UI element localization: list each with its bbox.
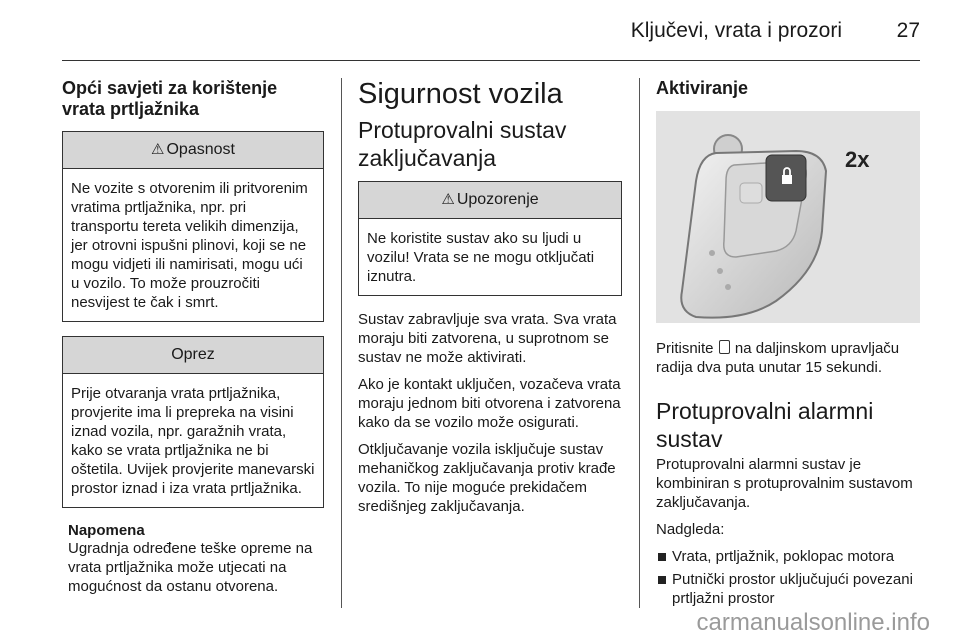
danger-text: Ne vozite s otvorenim ili pritvorenim vratima prtljažnika, npr. pri transportu tereta velikih dimenzija, jer otrovni ispušni plinovi, koji se ne mogu vidjeti ili namirisati, mogu ući u vozilo. To može prouzročiti nesvijest te čak i smrt. bbox=[71, 180, 308, 311]
column-divider bbox=[639, 78, 640, 608]
page-header bbox=[0, 0, 960, 62]
note-text: Ugradnja određene teške opreme na vrata prtljažnika može utjecati na mogućnost da ostanu otvorena. bbox=[68, 540, 313, 595]
warning-box bbox=[358, 181, 622, 296]
caution-box-header: Oprez bbox=[63, 337, 323, 374]
header-divider bbox=[62, 60, 920, 61]
lock-icon bbox=[719, 340, 730, 354]
warning-triangle-icon: ⚠ bbox=[151, 141, 165, 158]
press-text-before: Pritisnite bbox=[656, 340, 714, 357]
press-text-after: na daljinskom upravljaču radija dva puta unutar 15 sekundi. bbox=[656, 340, 900, 376]
monitored-list bbox=[656, 547, 920, 608]
column-divider bbox=[341, 78, 342, 608]
warning-triangle-icon: ⚠ bbox=[441, 191, 455, 208]
warning-box-header bbox=[359, 182, 621, 219]
paragraph: Ako je kontakt uključen, vozačeva vrata moraju jednom biti otvorena i zatvorena kako da se vozilo može osigurati. bbox=[358, 376, 621, 431]
watermark: carmanualsonline.info bbox=[696, 609, 930, 636]
column-right bbox=[656, 78, 920, 612]
section-subtitle: Protuprovalni sustav zaključavanja bbox=[358, 117, 567, 171]
list-item: Putnički prostor uključujući povezani prtljažni prostor bbox=[656, 570, 920, 608]
monitor-label: Nadgleda: bbox=[656, 521, 725, 538]
list-item: Vrata, prtljažnik, poklopac motora bbox=[656, 547, 920, 566]
warning-title: Upozorenje bbox=[456, 191, 539, 208]
alarm-text: Protuprovalni alarmni sustav je kombiniran s protuprovalnim sustavom zaključavanja. bbox=[656, 456, 913, 511]
key-fob-illustration bbox=[656, 111, 920, 323]
danger-box bbox=[62, 131, 324, 322]
warning-text: Ne koristite sustav ako su ljudi u vozilu! Vrata se ne mogu otključati iznutra. bbox=[367, 230, 595, 285]
section-title: Sigurnost vozila bbox=[358, 78, 563, 110]
header-title: Ključevi, vrata i prozori bbox=[630, 19, 842, 42]
column-middle bbox=[358, 78, 622, 524]
section-heading: Aktiviranje bbox=[656, 78, 749, 98]
section-heading: Opći savjeti za korištenje vrata prtljažnika bbox=[62, 78, 278, 119]
note-title: Napomena bbox=[68, 522, 145, 539]
car-key-fob-icon bbox=[656, 111, 920, 323]
page-number: 27 bbox=[896, 19, 920, 42]
paragraph: Sustav zabravljuje sva vrata. Sva vrata moraju biti zatvorena, u suprotnom se sustav ne može aktivirati. bbox=[358, 311, 617, 366]
alarm-section-title: Protuprovalni alarmni sustav bbox=[656, 398, 874, 452]
caution-box bbox=[62, 336, 324, 508]
press-count-label: 2x bbox=[845, 147, 870, 172]
press-instruction bbox=[656, 339, 920, 377]
caution-text: Prije otvaranja vrata prtljažnika, provjerite ima li prepreka na visini iznad vozila, npr. garažnih vrata, kako se vrata prtljažnika ne bi oštetila. Uvijek provjerite manevarski prostor iznad i iza vrata prtljažnika. bbox=[71, 385, 315, 497]
paragraph: Otključavanje vozila isključuje sustav mehaničkog zaključavanja protiv krađe vozila. To nije moguće prekidačem središnjeg zaključavanja. bbox=[358, 441, 616, 515]
column-left bbox=[62, 78, 324, 596]
danger-box-header bbox=[63, 132, 323, 169]
danger-title: Opasnost bbox=[166, 141, 235, 158]
